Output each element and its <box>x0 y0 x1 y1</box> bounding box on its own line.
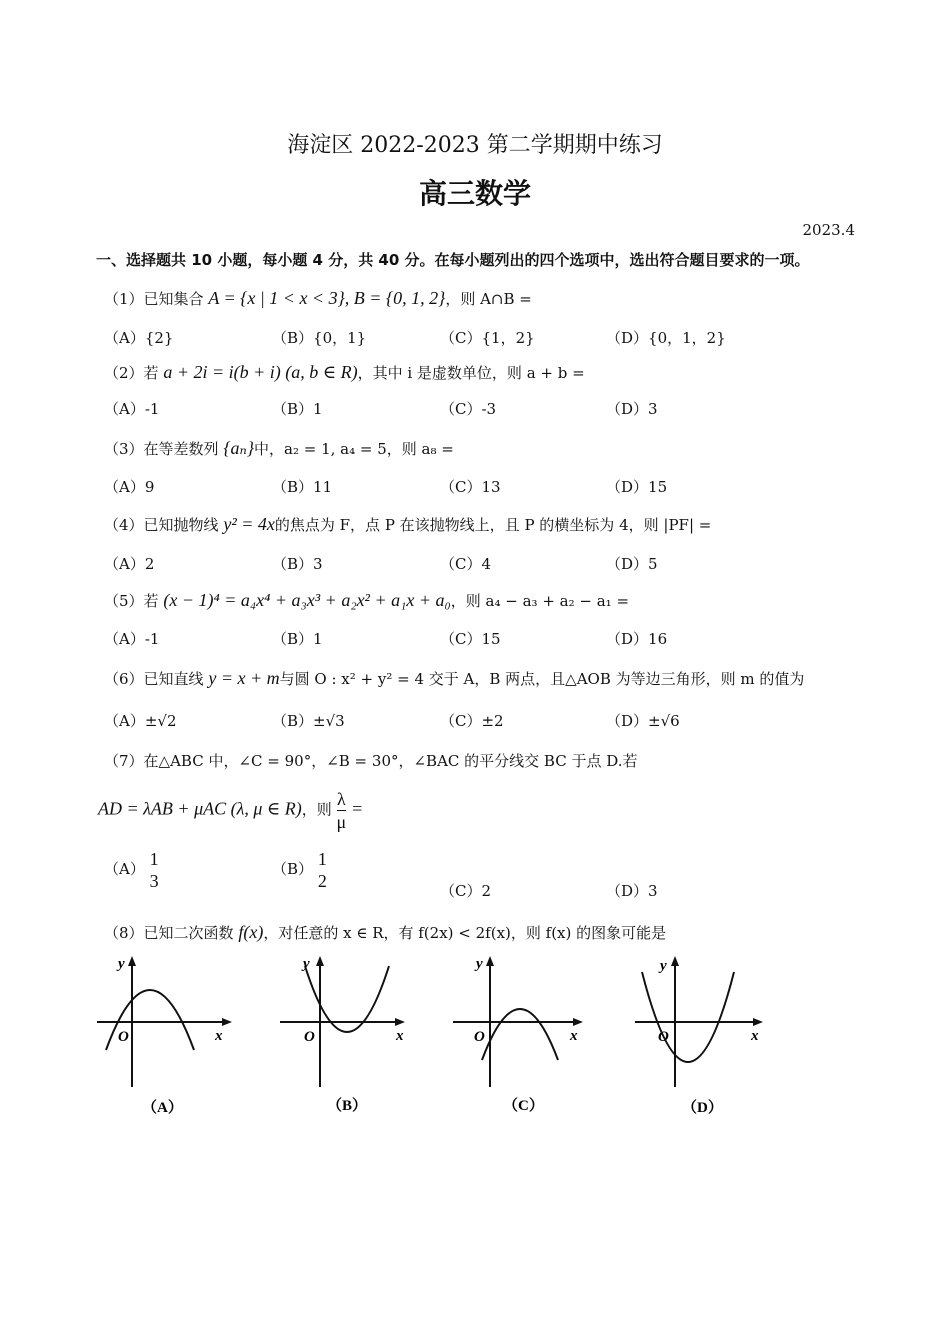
fraction-one-third: 1 3 <box>149 849 159 891</box>
graph-b <box>275 952 425 1122</box>
question-8: （8）已知二次函数 f(x)，对任意的 x ∈ R，有 f(2x) < 2f(x)，则 f(x) 的图象可能是 <box>104 922 667 942</box>
origin-label: O <box>118 1029 129 1045</box>
q5-option-d: （D）16 <box>606 630 668 648</box>
exam-date: 2023.4 <box>802 221 855 239</box>
q7-option-a: （A） 1 3 <box>104 849 159 891</box>
q1-option-b: （B）{0，1} <box>272 329 367 347</box>
q7-option-d: （D）3 <box>606 882 658 900</box>
q1-option-a: （A）{2} <box>104 329 174 347</box>
q5-option-a: （A）-1 <box>104 630 160 648</box>
q2-option-b: （B）1 <box>272 400 323 418</box>
graph-a <box>92 952 242 1122</box>
question-2-math: a + 2i = i(b + i) (a, b ∈ R) <box>163 362 358 382</box>
question-1: （1）已知集合 A = {x | 1 < x < 3}, B = {0, 1, 2}，则 A∩B = <box>104 288 532 308</box>
question-5: （5）若 (x − 1)⁴ = a₄x⁴ + a₃x³ + a₂x² + a₁x + a₀，则 a₄ − a₃ + a₂ − a₁ = <box>104 590 630 610</box>
page-title: 海淀区 2022-2023 第二学期期中练习 <box>287 133 663 158</box>
q2-option-c: （C）-3 <box>440 400 497 418</box>
question-4: （4）已知抛物线 y² = 4x的焦点为 F，点 P 在该抛物线上，且 P 的横坐标为 4，则 |PF| = <box>104 514 712 534</box>
graph-a-label: （A） <box>142 1100 183 1116</box>
question-5-math: (x − 1)⁴ = a₄x⁴ + a₃x³ + a₂x² + a₁x + a₀ <box>163 590 451 610</box>
q2-option-d: （D）3 <box>606 400 658 418</box>
x-axis-label: x <box>570 1028 578 1044</box>
section-heading: 一、选择题共 10 小题，每小题 4 分，共 40 分。在每小题列出的四个选项中，选出符合题目要求的一项。 <box>96 251 810 269</box>
y-axis-label: y <box>476 956 483 972</box>
lambda-over-mu: $\frac{\lambda}{\mu}$ <box>336 789 347 832</box>
q4-option-c: （C）4 <box>440 555 492 573</box>
q3-option-a: （A）9 <box>104 478 155 496</box>
origin-label: O <box>658 1029 669 1045</box>
question-2: （2）若 a + 2i = i(b + i) (a, b ∈ R)，其中 i 是虚数单位，则 a + b = <box>104 362 585 382</box>
question-1-math: A = {x | 1 < x < 3}, B = {0, 1, 2} <box>208 288 446 308</box>
graph-c-label: （C） <box>503 1098 544 1114</box>
q1-option-c: （C）{1，2} <box>440 329 535 347</box>
origin-label: O <box>474 1029 485 1045</box>
x-axis-label: x <box>215 1028 223 1044</box>
q5-option-b: （B）1 <box>272 630 323 648</box>
question-3-math: {aₙ} <box>223 438 255 458</box>
q6-option-d: （D）±√6 <box>606 712 680 730</box>
question-8-math: f(x) <box>238 922 264 942</box>
q3-option-c: （C）13 <box>440 478 501 496</box>
y-axis-label: y <box>660 958 667 974</box>
origin-label: O <box>304 1029 315 1045</box>
y-axis-label: y <box>303 956 310 972</box>
graph-b-label: （B） <box>327 1098 368 1114</box>
q2-option-a: （A）-1 <box>104 400 160 418</box>
q4-option-a: （A）2 <box>104 555 155 573</box>
q6-option-a: （A）±√2 <box>104 712 177 730</box>
fraction-one-half: 1 2 <box>317 849 327 891</box>
graph-d-label: （D） <box>682 1100 723 1116</box>
graph-d <box>630 952 780 1122</box>
q6-option-b: （B）±√3 <box>272 712 345 730</box>
question-3: （3）在等差数列 {aₙ}中，a₂ = 1, a₄ = 5，则 a₈ = <box>104 438 454 458</box>
q3-option-d: （D）15 <box>606 478 668 496</box>
q4-option-d: （D）5 <box>606 555 658 573</box>
question-7-equation: AD = λAB + μAC (λ, μ ∈ R)，则 $\frac{\lambda}{\mu}$ = <box>98 789 364 832</box>
parabola-d <box>642 972 734 1062</box>
parabola-c <box>482 1009 558 1060</box>
page-subtitle: 高三数学 <box>418 177 531 210</box>
q4-option-b: （B）3 <box>272 555 323 573</box>
x-axis-label: x <box>396 1028 404 1044</box>
q7-option-b: （B） 1 2 <box>272 849 327 891</box>
y-axis-label: y <box>118 956 125 972</box>
q5-option-c: （C）15 <box>440 630 501 648</box>
question-6: （6）已知直线 y = x + m与圆 O : x² + y² = 4 交于 A，B 两点，且△AOB 为等边三角形，则 m 的值为 <box>104 668 805 688</box>
q3-option-b: （B）11 <box>272 478 333 496</box>
question-6-math: y = x + m <box>208 668 280 688</box>
q1-option-d: （D）{0，1，2} <box>606 329 726 347</box>
x-axis-label: x <box>751 1028 759 1044</box>
graph-c <box>448 952 598 1122</box>
q6-option-c: （C）±2 <box>440 712 504 730</box>
question-4-math: y² = 4x <box>223 514 275 534</box>
question-7: （7）在△ABC 中，∠C = 90°，∠B = 30°，∠BAC 的平分线交 BC 于点 D.若 <box>104 752 638 770</box>
q7-option-c: （C）2 <box>440 882 492 900</box>
question-7-math: AD = λAB + μAC (λ, μ ∈ R) <box>98 798 302 819</box>
